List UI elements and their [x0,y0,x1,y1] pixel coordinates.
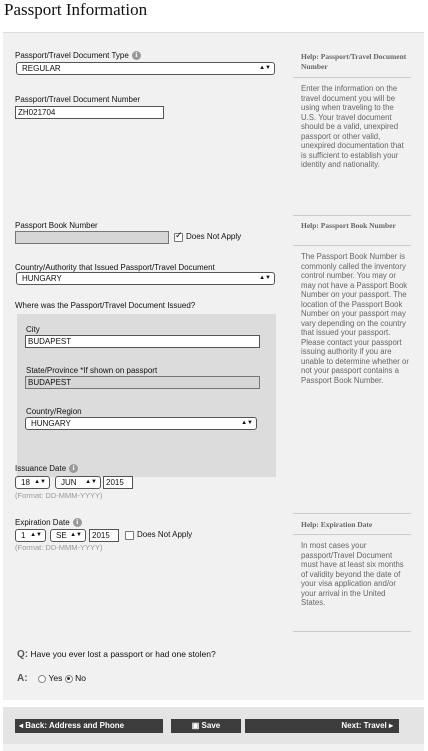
issuance-year-input[interactable]: 2015 [103,476,133,489]
expiration-month-select[interactable] [50,529,86,542]
doc-type-label: Passport/Travel Document Type [15,51,129,60]
book-number-input[interactable] [15,231,169,244]
form-panel [3,32,424,700]
wizard-navigation-bar [3,707,424,744]
doc-type-select[interactable] [16,62,275,75]
issuance-day-value: 18 [21,478,30,487]
expiration-does-not-apply-label: Does Not Apply [137,530,193,539]
expiration-date-label: Expiration Date [15,518,70,527]
country-region-label: Country/Region [26,407,82,416]
issuing-country-label: Country/Authority that Issued Passport/Travel Document [15,263,215,272]
help-column [293,33,424,700]
issuance-month-select[interactable] [55,476,101,489]
issuing-country-value: HUNGARY [22,274,62,283]
save-label: Save [201,721,221,730]
doc-number-input[interactable]: ZH021704 [15,106,164,119]
state-label: State/Province *If shown on passport [26,366,158,375]
expiration-day-value: 1 [21,531,26,540]
issuance-date-format-hint: (Format: DD-MMM-YYYY) [15,491,103,500]
expiration-date-label-row [15,518,82,527]
lost-passport-question-row [17,649,216,660]
form-column [3,33,291,700]
expiration-year-input[interactable]: 2015 [89,529,119,542]
country-region-value: HUNGARY [31,419,71,428]
issued-location-box [17,314,276,477]
help-book-number-text: The Passport Book Number is commonly called the inventory control number. You may or may not have a Passport Book Number on your passport. The location of the Passport Book Number on your passport may vary depending on the country that issued your passport. Please contact your passport issuing authority if you are unable to determine whether or not your passport contains a Passport Book Number. [301,252,409,385]
doc-number-label: Passport/Travel Document Number [15,95,141,104]
issuance-day-select[interactable] [15,476,50,489]
lost-passport-yes-radio[interactable] [38,675,46,683]
page-title: Passport Information [4,0,148,19]
book-number-does-not-apply-label: Does Not Apply [186,232,242,241]
doc-type-value: REGULAR [22,64,61,73]
doc-type-label-row [15,51,141,60]
lost-passport-answer-row [17,673,86,684]
issued-where-question: Where was the Passport/Travel Document Issued? [15,301,196,310]
select-arrows-icon: ▲▼ [259,275,271,281]
next-button[interactable]: Next: Travel ▸ [245,719,399,733]
info-icon[interactable]: i [69,464,78,473]
help-doc-number-text: Enter the information on the travel document you will be using when traveling to the U.S. Your travel document should be a valid, unexpired passport or other valid, unexpired documentation that is sufficient to establish your identity and nationality. [301,84,404,169]
expiration-day-select[interactable] [15,529,46,542]
select-arrows-icon: ▲▼ [259,65,271,71]
select-arrows-icon: ▲▼ [30,532,42,538]
help-divider [293,513,411,514]
info-icon[interactable]: i [73,518,82,527]
back-button[interactable]: ◂ Back: Address and Phone [15,719,163,733]
issuing-country-select[interactable] [16,272,275,285]
q-prefix: Q: [17,649,29,660]
help-expiration-title: Help: Expiration Date [301,520,373,529]
save-button[interactable] [171,719,241,733]
expiration-does-not-apply-checkbox[interactable] [125,531,134,540]
info-icon[interactable]: i [132,51,141,60]
country-region-select[interactable] [25,417,257,430]
lost-passport-yes-label: Yes [48,673,63,683]
help-doc-number-title: Help: Passport/Travel Document Number [301,52,407,71]
select-arrows-icon: ▲▼ [85,479,97,485]
lost-passport-question: Have you ever lost a passport or had one stolen? [30,649,216,659]
issuance-date-label: Issuance Date [15,464,67,473]
expiration-month-value: SE [56,531,67,540]
help-expiration-text: In most cases your passport/Travel Document must have at least six months of validity beyond the date of your visa application and/or your arrival in the United States. [301,541,404,607]
select-arrows-icon: ▲▼ [70,532,82,538]
book-number-label: Passport Book Number [15,221,98,230]
select-arrows-icon: ▲▼ [34,479,46,485]
lost-passport-no-radio[interactable] [65,675,73,683]
page-footer-band [3,744,424,751]
city-label: City [26,325,40,334]
help-book-number-title: Help: Passport Book Number [301,221,396,230]
help-divider [293,215,411,216]
select-arrows-icon: ▲▼ [241,420,253,426]
expiration-date-format-hint: (Format: DD-MMM-YYYY) [15,543,103,552]
book-number-does-not-apply-checkbox[interactable] [174,233,183,242]
help-divider [293,77,411,78]
issuance-month-value: JUN [61,478,77,487]
lost-passport-no-label: No [75,673,87,683]
help-divider [293,631,411,632]
city-input[interactable]: BUDAPEST [25,335,260,348]
help-divider [293,534,411,535]
issuance-date-label-row [15,464,78,473]
state-input[interactable]: BUDAPEST [25,376,260,389]
help-divider [293,245,411,246]
a-prefix: A: [17,673,28,684]
save-icon: ▣ [191,721,200,730]
